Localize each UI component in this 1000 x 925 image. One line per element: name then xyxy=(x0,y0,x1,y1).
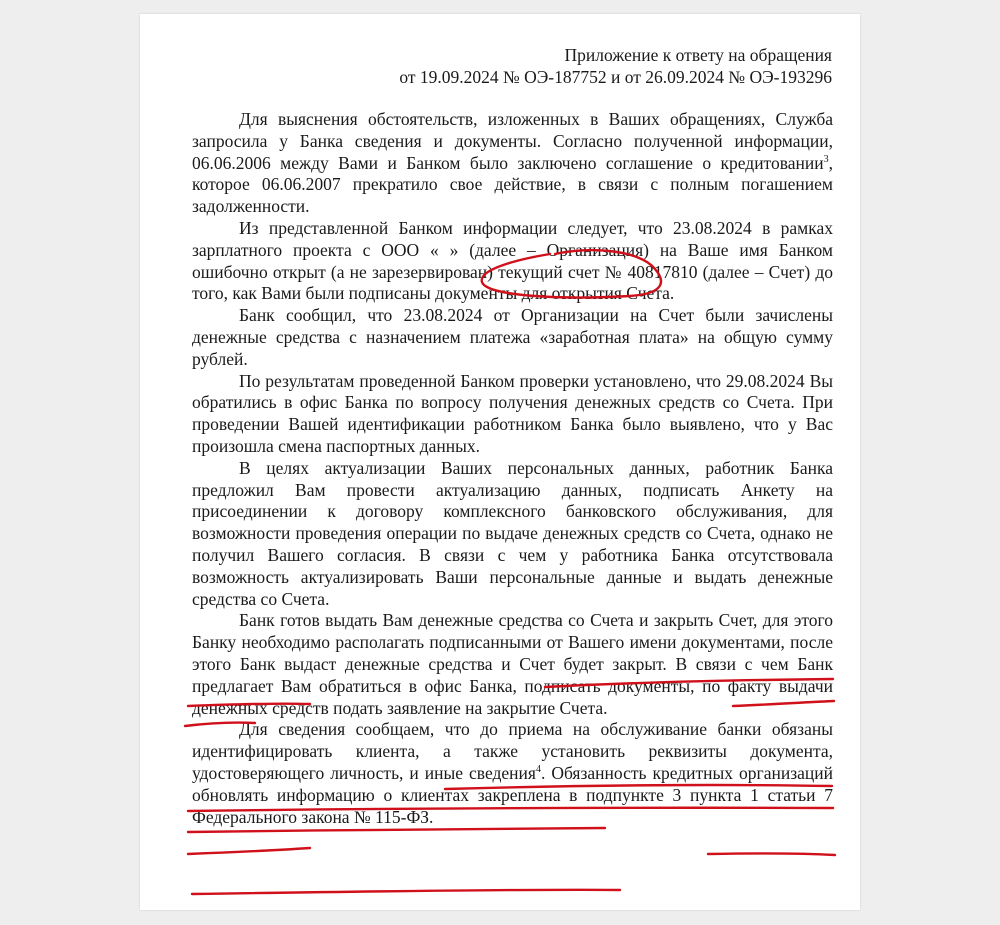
paragraph-3: Банк сообщил, что 23.08.2024 от Организации на Счет были зачислены денежные средства с назначением платежа «заработная плата» на общую сумму рублей. xyxy=(192,305,833,369)
red-underline-annotation xyxy=(188,828,605,832)
paragraph-1-text: Для выяснения обстоятельств, изложенных в Ваших обращениях, Служба запросила у Банка сведения и документы. Согласно полученной информации, 06.06.2006 между Вами и Банком было заключено соглашение о кредитовании xyxy=(192,109,833,173)
document-header xyxy=(399,44,832,88)
header-line-2: от 19.09.2024 № ОЭ-187752 и от 26.09.2024 № ОЭ-193296 xyxy=(399,67,832,87)
paragraph-1 xyxy=(192,109,833,218)
paragraph-7-text: Для сведения сообщаем, что до приема на обслуживание банки обязаны идентифицировать клиента, а также установить реквизиты документа, удостоверяющего личность, и иные сведения xyxy=(192,719,833,783)
header-line-1: Приложение к ответу на обращения xyxy=(564,45,832,65)
paragraph-5: В целях актуализации Ваших персональных данных, работник Банка предложил Вам провести актуализацию данных, подписать Анкету на присоединении к договору комплексного банковского обслуживания, для возможности проведения операции по выдаче денежных средств со Счета, однако не получил Вашего согласия. В связи с чем у работника Банка отсутствовала возможность актуализировать Ваши персональные данные и выдать денежные средства со Счета. xyxy=(192,457,833,609)
document-body xyxy=(192,109,833,828)
paragraph-2: Из представленной Банком информации следует, что 23.08.2024 в рамках зарплатного проекта с ООО « » (далее – Организация) на Ваше имя Банком ошибочно открыт (а не зарезервирован) текущий счет № 40817810 (далее – Счет) до того, как Вами были подписаны документы для открытия Счета. xyxy=(192,217,833,304)
red-underline-annotation xyxy=(192,890,620,894)
footnote-ref-3: 3 xyxy=(823,153,829,165)
footnote-ref-4: 4 xyxy=(535,764,541,776)
document-page xyxy=(140,14,860,910)
paragraph-4: По результатам проведенной Банком проверки установлено, что 29.08.2024 Вы обратились в офис Банка по вопросу получения денежных средств со Счета. При проведении Вашей идентификации работником Банка было выявлено, что у Вас произошла смена паспортных данных. xyxy=(192,370,833,456)
red-underline-annotation xyxy=(188,848,310,854)
paragraph-1-text-end: , которое 06.06.2007 прекратило свое действие, в связи с полным погашением задолженности. xyxy=(192,152,833,217)
red-underline-annotation xyxy=(708,853,835,855)
paragraph-6: Банк готов выдать Вам денежные средства со Счета и закрыть Счет, для этого Банку необходимо располагать подписанными от Вашего имени документами, после этого Банк выдаст денежные средства и Счет будет закрыт. В связи с чем Банк предлагает Вам обратиться в офис Банка, подписать документы, по факту выдачи денежных средств подать заявление на закрытие Счета. xyxy=(192,610,833,718)
paragraph-7 xyxy=(192,719,833,828)
paragraph-7-text-end: . Обязанность кредитных организаций обновлять информацию о клиентах закреплена в подпункте 3 пункта 1 статьи 7 Федерального закона № 115-ФЗ. xyxy=(192,762,833,827)
